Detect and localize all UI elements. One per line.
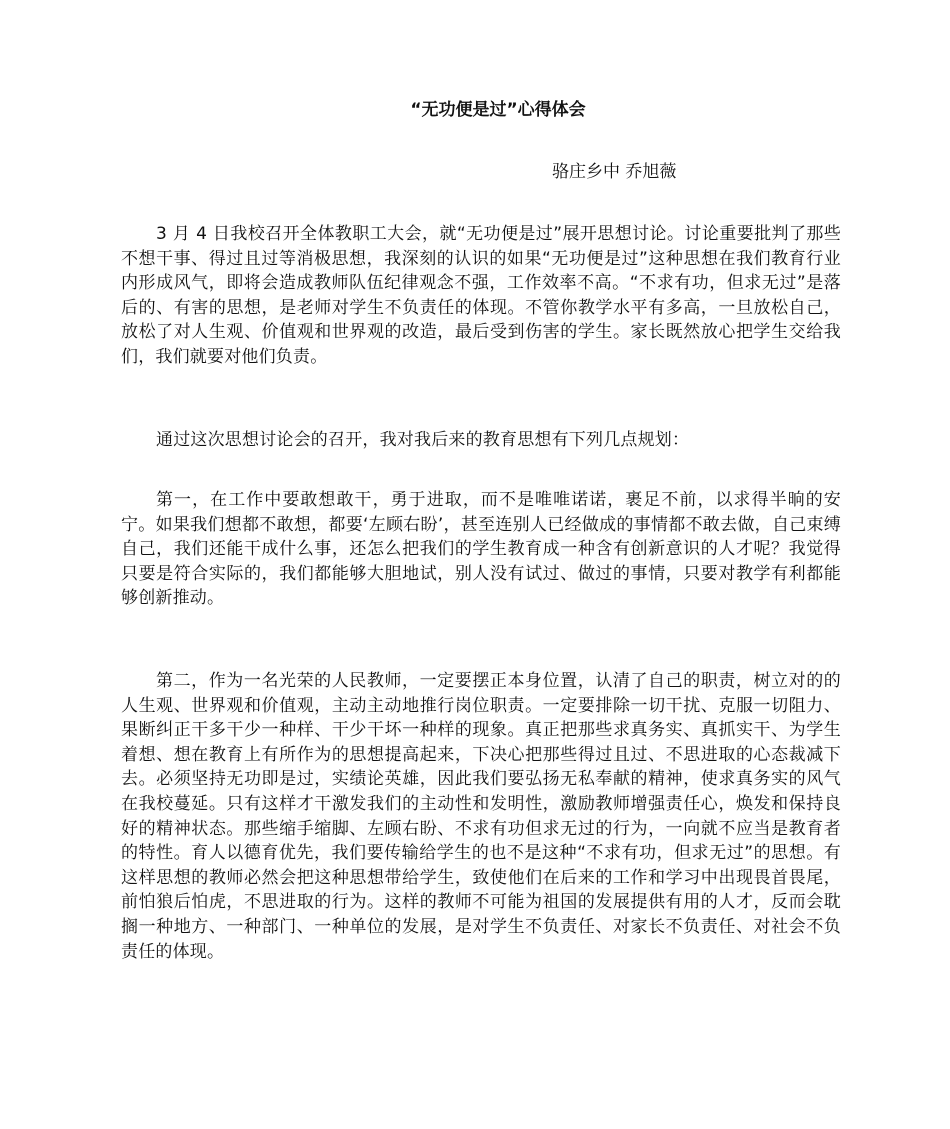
paragraph-point-two: 第二，作为一名光荣的人民教师，一定要摆正本身位置，认清了自己的职责，树立对的的人生观、世界观和价值观，主动主动地推行岗位职责。一定要排除一切干扰、克服一切阻力、果断纠正干多干少一种样、干少干坏一种样的现象。真正把那些求真务实、真抓实干、为学生着想、想在教育上有所作为的思想提高起来，下决心把那些得过且过、不思进取的心态裁减下去。必须坚持无功即是过，实绩论英雄，因此我们要弘扬无私奉献的精神，使求真务实的风气在我校蔓延。只有这样才干激发我们的主动性和发明性，激励教师增强责任心，焕发和保持良好的精神状态。那些缩手缩脚、左顾右盼、不求有功但求无过的行为，一向就不应当是教育者的特性。育人以德育优先，我们要传输给学生的也不是这种“不求有功，但求无过”的思想。有这样思想的教师必然会把这种思想带给学生，致使他们在后来的工作和学习中出现畏首畏尾，前怕狼后怕虎，不思进取的行为。这样的教师不可能为祖国的发展提供有用的人才，反而会耽搁一种地方、一种部门、一种单位的发展，是对学生不负责任、对家长不负责任、对社会不负责任的体现。 [121, 671, 841, 962]
paragraph-plan-intro: 通过这次思想讨论会的召开，我对我后来的教育思想有下列几点规划： [156, 430, 690, 450]
paragraph-point-one: 第一，在工作中要敢想敢干，勇于进取，而不是唯唯诺诺，裹足不前，以求得半晌的安宁。如果我们想都不敢想，都要‘左顾右盼’，甚至连别人已经做成的事情都不敢去做，自己束缚自己，我们还能干成什么事，还怎么把我们的学生教育成一种含有创新意识的人才呢？我觉得只要是符合实际的，我们都能够大胆地试，别人没有试过、做过的事情，只要对教学有利都能够创新推动。 [121, 490, 841, 609]
author-line: 骆庄乡中 乔旭薇 [552, 162, 677, 182]
document-title: “无功便是过”心得体会 [410, 100, 586, 120]
paragraph-intro: 3 月 4 日我校召开全体教职工大会，就“无功便是过”展开思想讨论。讨论重要批判了那些不想干事、得过且过等消极思想，我深刻的认识的如果“无功便是过”这种思想在我们教育行业内形成风气，即将会造成教师队伍纪律观念不强，工作效率不高。“不求有功，但求无过”是落后的、有害的思想，是老师对学生不负责任的体现。不管你教学水平有多高，一旦放松自己，放松了对人生观、价值观和世界观的改造，最后受到伤害的学生。家长既然放心把学生交给我们，我们就要对他们负责。 [121, 224, 841, 367]
